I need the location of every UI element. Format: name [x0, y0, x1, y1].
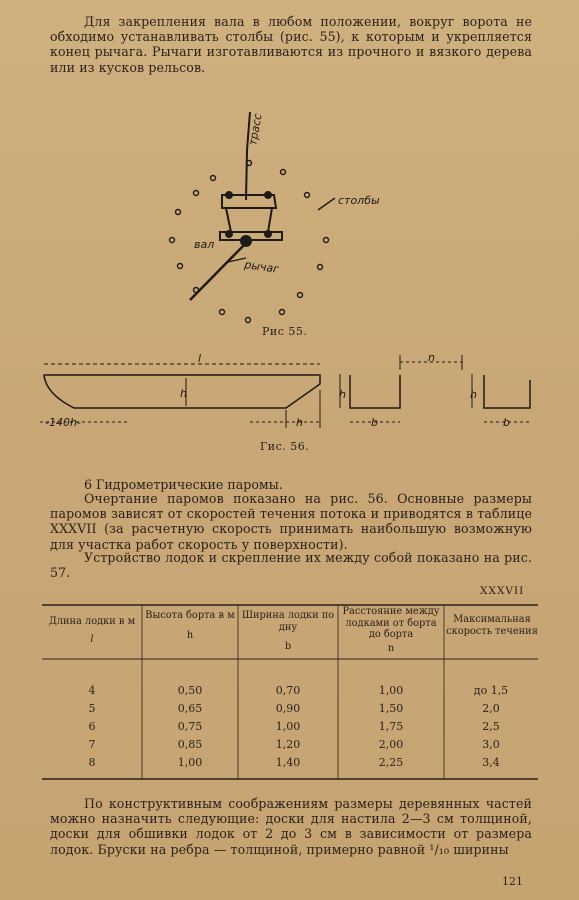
table-cell: 0,85: [177, 738, 203, 751]
table-cell: 2,0: [482, 702, 500, 715]
table-cell: 1,00: [177, 756, 203, 769]
table-xxxvii: [42, 604, 538, 782]
table-cell: 1,20: [275, 738, 301, 751]
fig55-label-trassa: трасс: [246, 112, 265, 147]
table-cell: 0,75: [177, 720, 203, 733]
table-number: XXXVII: [480, 585, 525, 597]
fig56-label-h4: h: [470, 388, 477, 401]
table-cell: 6: [88, 720, 96, 733]
table-cell: 5: [88, 702, 96, 715]
table-cell: 1,00: [378, 684, 404, 697]
fig55-label-stolby: столбы: [338, 194, 380, 207]
fig55-label-val: вал: [194, 238, 215, 251]
intro-paragraph: Для закрепления вала в любом положении, вокруг ворота не обходимо устанавливать столбы (рис. 55), к которым и укрепляется конец рычага. Рычаги изготавливаются из прочного и вязкого дерева или из кусков рельсов.: [50, 14, 532, 75]
paragraph-4: По конструктивным соображениям размеры деревянных частей можно назначить следующие: доски для настила 2—3 см толщиной, доски для обшивки лодок от 2 до 3 см в зависимости от размера лодок. Бруски на ребра — толщиной, примерно равной ¹/₁₀ ширины: [50, 796, 532, 857]
figure-55: [0, 0, 579, 340]
table-cell: 0,65: [177, 702, 203, 715]
table-cell: 1,75: [378, 720, 404, 733]
table-cell: 3,0: [482, 738, 500, 751]
table-header-height: Высота борта в м h: [145, 610, 235, 641]
page-number: 121: [502, 875, 523, 888]
table-cell: 0,70: [275, 684, 301, 697]
table-header-length: Длина лодки в м l: [48, 616, 136, 645]
fig56-caption: Гис. 56.: [260, 440, 310, 453]
fig56-label-b2: b: [503, 416, 510, 429]
table-header-width: Ширина лодки по дну b: [241, 610, 335, 652]
table-cell: 1,00: [275, 720, 301, 733]
fig55-caption: Рис 55.: [262, 325, 308, 338]
table-cell: 2,25: [378, 756, 404, 769]
table-cell: 0,90: [275, 702, 301, 715]
fig56-label-b1: b: [371, 416, 378, 429]
fig56-label-l: l: [198, 352, 202, 365]
section-1: [350, 375, 400, 408]
table-cell: 1,50: [378, 702, 404, 715]
table-cell: 2,5: [482, 720, 500, 733]
table-cell: 2,00: [378, 738, 404, 751]
fig56-label-h1: h: [180, 387, 187, 400]
fig56-label-n: n: [428, 351, 435, 364]
table-cell: 1,40: [275, 756, 301, 769]
winch-frame-sides: [226, 208, 272, 232]
table-header-distance: Расстояние между лодками от борта до борта n: [342, 606, 440, 654]
fig56-label-h3: h: [339, 388, 346, 401]
table-cell: 0,50: [177, 684, 203, 697]
paragraph-2: Очертание паромов показано на рис. 56. Основные размеры паромов зависят от скоростей течения потока и приводятся в таблице XXXVII (за расчетную скорость принимать наибольшую возможную для участка работ скорость у поверхности).: [50, 491, 532, 552]
table-cell: 4: [88, 684, 96, 697]
table-cell: до 1,5: [473, 684, 509, 697]
paragraph-3: Устройство лодок и скрепление их между собой показано на рис. 57.: [50, 550, 532, 581]
section-2: [484, 375, 530, 408]
table-cell: 8: [88, 756, 96, 769]
section-heading: 6 Гидрометрические паромы.: [84, 477, 283, 492]
fig55-label-rychag: рычаг: [243, 258, 280, 276]
table-cell: 7: [88, 738, 96, 751]
fig56-label-h2: h: [296, 416, 303, 429]
fig56-label-len: -140h-: [45, 416, 81, 429]
table-header-velocity: Максимальная скорость течения: [446, 614, 538, 637]
table-cell: 3,4: [482, 756, 500, 769]
